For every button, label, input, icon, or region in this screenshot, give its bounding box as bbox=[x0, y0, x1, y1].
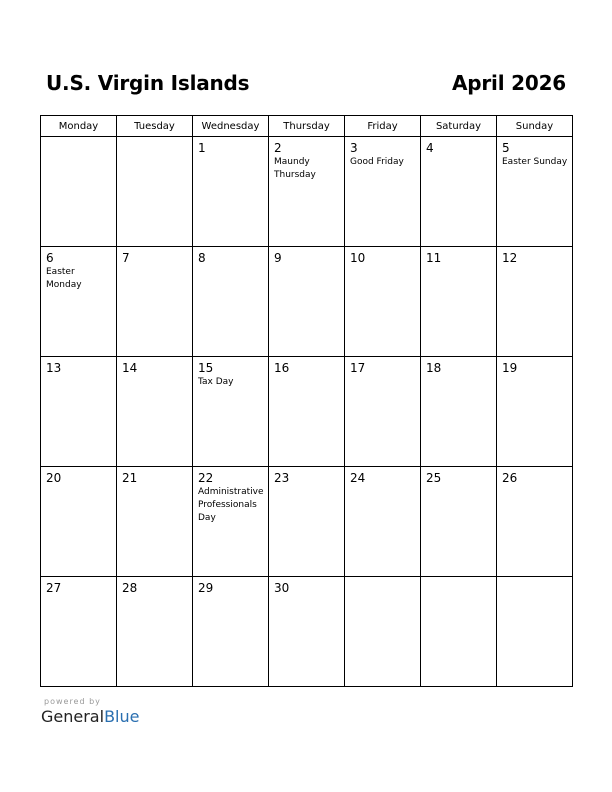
day-number: 7 bbox=[122, 251, 130, 265]
day-cell[interactable] bbox=[269, 577, 345, 687]
generalblue-logo[interactable] bbox=[41, 707, 139, 726]
day-cell[interactable] bbox=[345, 247, 421, 357]
day-cell[interactable] bbox=[117, 247, 193, 357]
week-row bbox=[41, 577, 573, 687]
holiday-event: Easter Monday bbox=[46, 267, 82, 290]
day-cell[interactable] bbox=[193, 137, 269, 247]
day-number: 1 bbox=[198, 141, 206, 155]
day-number: 21 bbox=[122, 471, 138, 485]
day-cell[interactable] bbox=[497, 357, 573, 467]
day-cell[interactable] bbox=[345, 467, 421, 577]
day-cell[interactable] bbox=[269, 467, 345, 577]
logo-general: General bbox=[41, 707, 105, 726]
day-number: 27 bbox=[46, 581, 62, 595]
day-cell[interactable] bbox=[421, 247, 497, 357]
day-number: 18 bbox=[426, 361, 442, 375]
day-cell bbox=[345, 577, 421, 687]
day-cell[interactable] bbox=[117, 467, 193, 577]
day-number: 24 bbox=[350, 471, 366, 485]
day-number: 16 bbox=[274, 361, 290, 375]
weekday-header: Thursday bbox=[269, 116, 345, 137]
holiday-event: Administrative Professionals Day bbox=[198, 487, 264, 523]
logo-blue: Blue bbox=[104, 707, 140, 726]
day-cell[interactable] bbox=[421, 357, 497, 467]
region-title: U.S. Virgin Islands bbox=[46, 71, 250, 95]
day-cell[interactable] bbox=[421, 467, 497, 577]
day-number: 29 bbox=[198, 581, 214, 595]
day-number: 14 bbox=[122, 361, 138, 375]
week-row bbox=[41, 357, 573, 467]
day-cell[interactable] bbox=[41, 247, 117, 357]
holiday-event: Easter Sunday bbox=[502, 157, 568, 167]
day-cell[interactable] bbox=[41, 577, 117, 687]
weekday-header-row bbox=[41, 116, 573, 137]
day-number: 6 bbox=[46, 251, 54, 265]
day-cell[interactable] bbox=[41, 467, 117, 577]
weekday-header: Wednesday bbox=[193, 116, 269, 137]
day-number: 17 bbox=[350, 361, 366, 375]
day-number: 20 bbox=[46, 471, 62, 485]
day-cell[interactable] bbox=[345, 137, 421, 247]
day-cell bbox=[421, 577, 497, 687]
day-cell[interactable] bbox=[41, 357, 117, 467]
day-cell[interactable] bbox=[497, 137, 573, 247]
footer-brand bbox=[41, 697, 139, 726]
day-number: 11 bbox=[426, 251, 442, 265]
day-number: 13 bbox=[46, 361, 62, 375]
month-year-title: April 2026 bbox=[452, 71, 566, 95]
day-cell[interactable] bbox=[193, 247, 269, 357]
day-cell bbox=[497, 577, 573, 687]
holiday-event: Maundy Thursday bbox=[274, 157, 316, 180]
day-number: 15 bbox=[198, 361, 214, 375]
day-number: 25 bbox=[426, 471, 442, 485]
day-cell[interactable] bbox=[193, 467, 269, 577]
day-number: 12 bbox=[502, 251, 518, 265]
day-number: 2 bbox=[274, 141, 282, 155]
day-number: 5 bbox=[502, 141, 510, 155]
day-cell[interactable] bbox=[421, 137, 497, 247]
day-number: 3 bbox=[350, 141, 358, 155]
day-cell[interactable] bbox=[497, 467, 573, 577]
day-number: 4 bbox=[426, 141, 434, 155]
day-cell[interactable] bbox=[193, 577, 269, 687]
weekday-header: Friday bbox=[345, 116, 421, 137]
day-number: 28 bbox=[122, 581, 138, 595]
day-number: 22 bbox=[198, 471, 214, 485]
day-number: 9 bbox=[274, 251, 282, 265]
week-row bbox=[41, 467, 573, 577]
holiday-event: Good Friday bbox=[350, 157, 404, 167]
day-number: 26 bbox=[502, 471, 518, 485]
day-number: 8 bbox=[198, 251, 206, 265]
day-number: 10 bbox=[350, 251, 366, 265]
day-cell[interactable] bbox=[193, 357, 269, 467]
day-cell[interactable] bbox=[117, 577, 193, 687]
day-number: 23 bbox=[274, 471, 290, 485]
day-number: 30 bbox=[274, 581, 290, 595]
week-row bbox=[41, 137, 573, 247]
powered-by-text: powered by bbox=[44, 697, 101, 706]
day-number: 19 bbox=[502, 361, 518, 375]
week-row bbox=[41, 247, 573, 357]
day-cell[interactable] bbox=[269, 357, 345, 467]
day-cell[interactable] bbox=[117, 357, 193, 467]
holiday-event: Tax Day bbox=[198, 377, 234, 387]
day-cell bbox=[117, 137, 193, 247]
weekday-header: Monday bbox=[41, 116, 117, 137]
calendar-grid bbox=[40, 115, 573, 687]
day-cell[interactable] bbox=[497, 247, 573, 357]
weekday-header: Saturday bbox=[421, 116, 497, 137]
weekday-header: Sunday bbox=[497, 116, 573, 137]
day-cell[interactable] bbox=[269, 247, 345, 357]
day-cell[interactable] bbox=[345, 357, 421, 467]
weekday-header: Tuesday bbox=[117, 116, 193, 137]
day-cell[interactable] bbox=[269, 137, 345, 247]
day-cell bbox=[41, 137, 117, 247]
